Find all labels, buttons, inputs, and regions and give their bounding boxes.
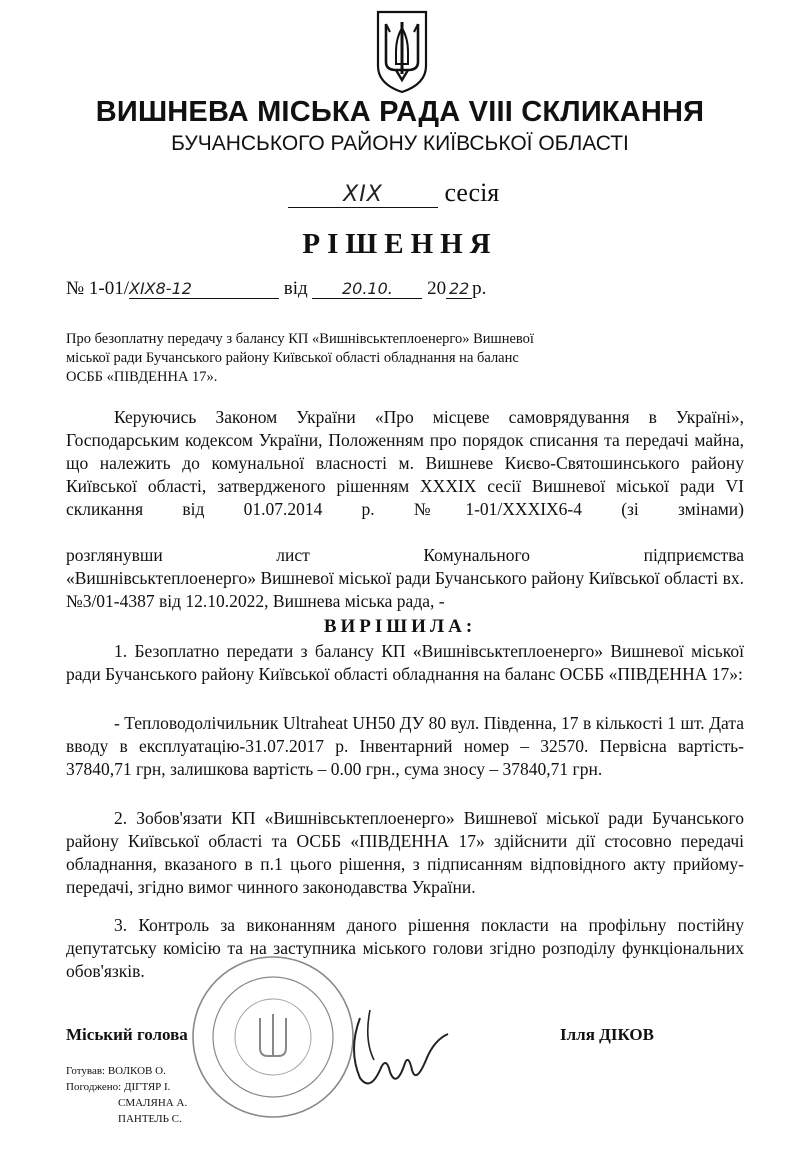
number-prefix: № 1-01/ xyxy=(66,278,129,299)
item-3: 3. Контроль за виконанням даного рішення покласти на профільну постійну депутатську комісію та на заступника міського голови згідно розподілу функціональних обов'язків. xyxy=(66,915,744,981)
year-suffix: р. xyxy=(472,278,487,299)
decision-year: 22 xyxy=(446,279,472,299)
signer-position: Міський голова xyxy=(66,1025,188,1044)
preamble-text: Керуючись Законом України «Про місцеве самоврядування в Україні», Господарським кодексом України, Положенням про порядок списання та передачі майна, що належить до комунальної власності м. Вишневе Києво-Святошинського району Київської області, затвердженого рішенням XXXIX сесії Вишневої міської ради VI скликання від 01.07.2014 р. №1-01/XXXIX6-4 (зі змінами) xyxy=(66,407,744,519)
item-1-subitem: - Тепловодолічильник Ultraheat UH50 ДУ 80 вул. Південна, 17 в кількості 1 шт. Дата вводу в експлуатацію-31.07.2017 р. Інвентарний номер – 32570. Первісна вартість- 37840,71 грн, залишкова вартість – 0.00 грн., сума зносу – 37840,71 грн. xyxy=(66,713,744,779)
prepared-by: Готував: ВОЛКОВ О. xyxy=(66,1065,166,1077)
agreed-by-2: СМАЛЯНА А. xyxy=(118,1097,188,1109)
item-1: 1. Безоплатно передати з балансу КП «Вишнівськтеплоенерго» Вишневої міської ради Бучанського району Київської області обладнання на баланс ОСББ «ПІВДЕННА 17»: xyxy=(66,641,744,684)
agreed-by: Погоджено: ДІГТЯР І. xyxy=(66,1081,171,1093)
agreed-by-3: ПАНТЕЛЬ С. xyxy=(118,1113,182,1125)
preamble-line2: розглянувши лист Комунального підприємства xyxy=(66,545,744,565)
coat-of-arms-icon xyxy=(374,8,430,94)
session-label: сесія xyxy=(444,178,500,207)
decision-number-line xyxy=(66,278,486,300)
signer-name: Ілля ДІКОВ xyxy=(560,1025,654,1044)
session-number: XIX xyxy=(288,182,438,208)
session-line xyxy=(288,178,499,208)
decision-date: 20.10. xyxy=(312,279,422,299)
council-title: ВИШНЕВА МІСЬКА РАДА VIII СКЛИКАННЯ xyxy=(95,96,705,128)
official-seal-icon xyxy=(188,952,358,1122)
decision-title: РІШЕННЯ xyxy=(302,228,498,260)
resolved-heading: ВИРІШИЛА: xyxy=(323,616,477,637)
decision-number: XIX8-12 xyxy=(129,279,279,299)
date-label: від xyxy=(283,278,308,299)
year-prefix: 20 xyxy=(427,278,447,299)
item-2: 2. Зобов'язати КП «Вишнівськтеплоенерго» Вишневої міської ради Бучанського району Київської області та ОСББ «ПІВДЕННА 17» здійснити дії стосовно передачі обладнання, вказаного в п.1 цього рішення, з підписанням відповідного акту прийому-передачі, згідно вимог чинного законодавства України. xyxy=(66,808,744,897)
decision-subject: Про безоплатну передачу з балансу КП «Вишнівськтеплоенерго» Вишневої міської ради Бучанського району Київської області обладнання на баланс ОСББ «ПІВДЕННА 17». xyxy=(66,331,534,385)
council-subtitle: БУЧАНСЬКОГО РАЙОНУ КИЇВСЬКОЇ ОБЛАСТІ xyxy=(171,132,629,155)
preamble-rest: «Вишнівськтеплоенерго» Вишневої міської ради Бучанського району Київської області вх. №3/01-4387 від 12.10.2022, Вишнева міська рада, - xyxy=(66,568,744,611)
signature-icon xyxy=(340,1000,460,1100)
